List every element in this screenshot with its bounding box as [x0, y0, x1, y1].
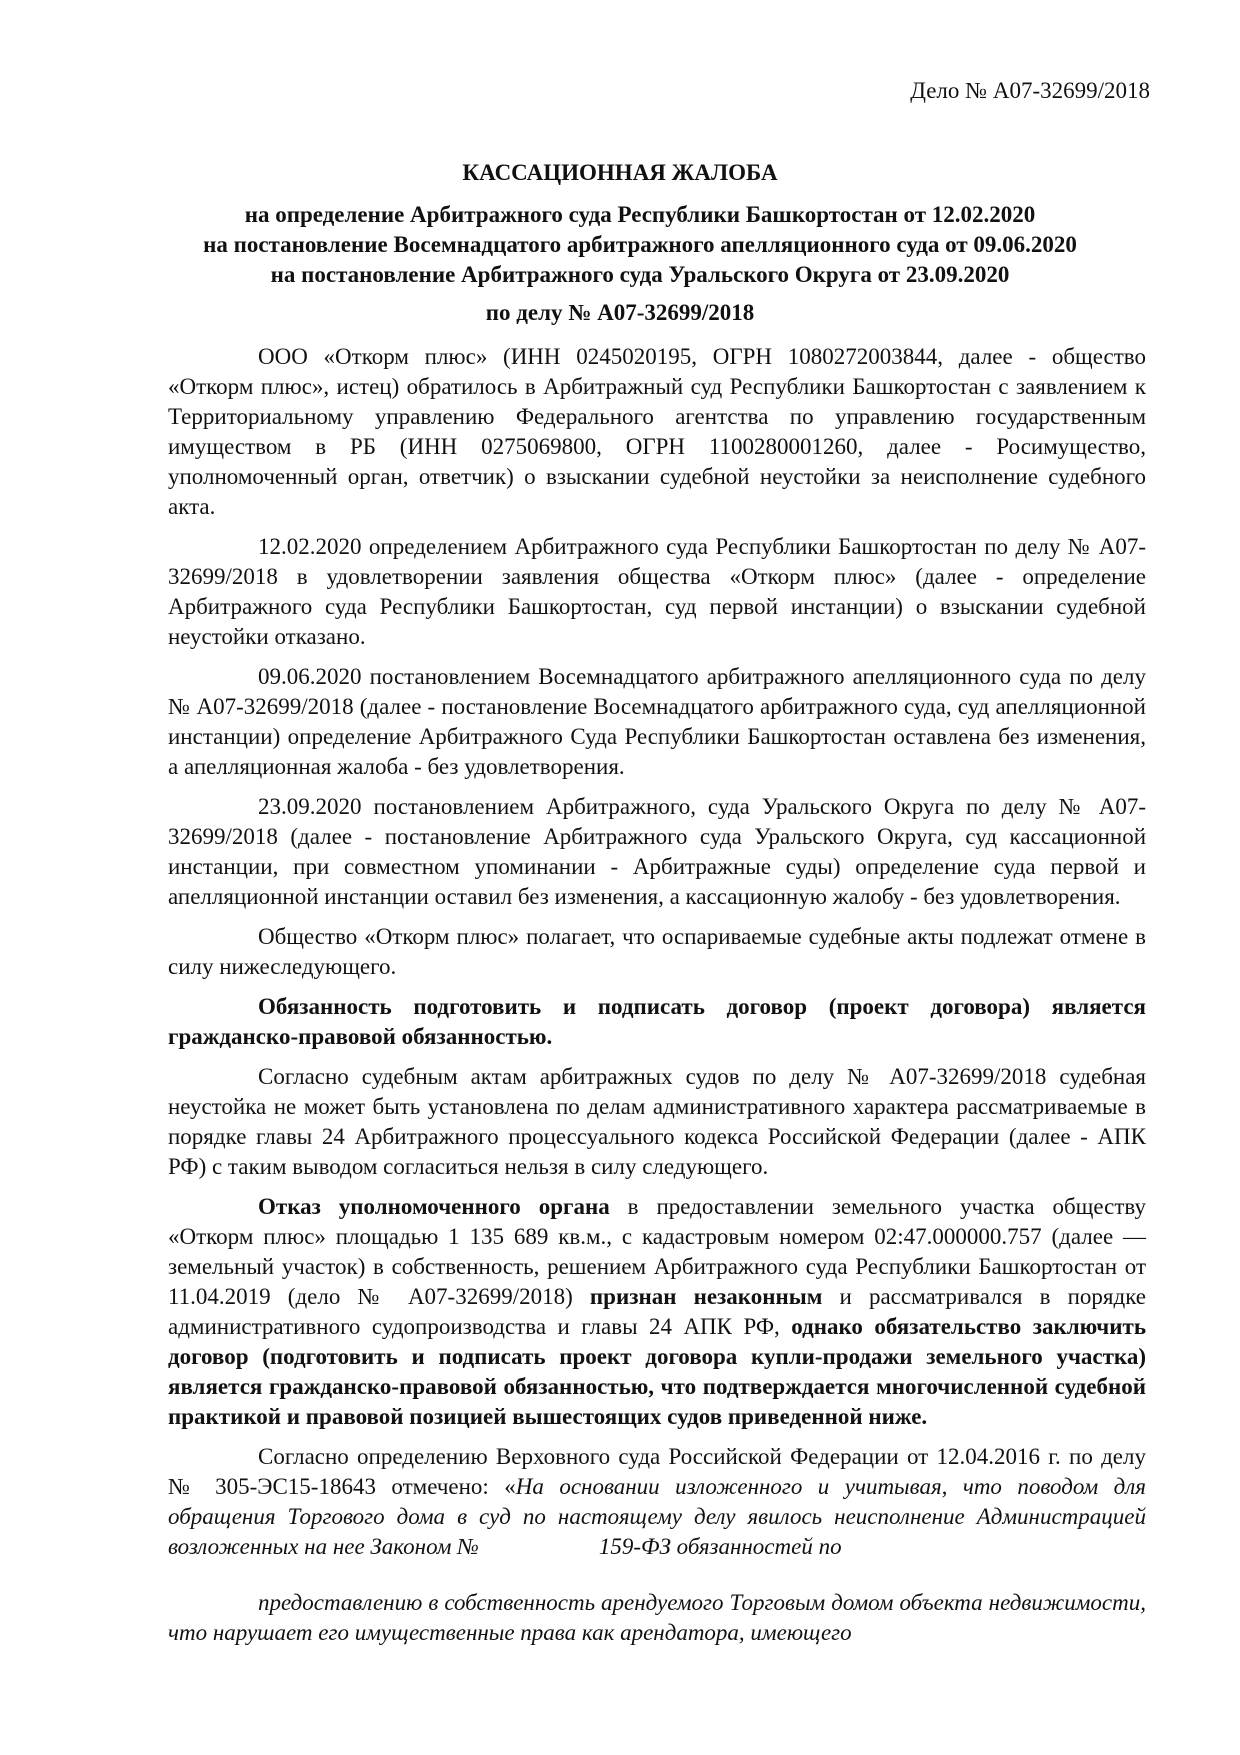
- appealed-act-1: на определение Арбитражного суда Республики Башкортостан от 12.02.2020: [244, 202, 1036, 227]
- bold-obligation: однако обязательство заключить договор (подготовить и подписать проект договора купли-продажи земельного участка) является гражданско-правовой обязанностью, что подтверждается многочисленной судебной практикой и правовой позицией вышестоящих судов приведенной ниже.: [168, 1314, 1146, 1429]
- case-subtitle: по делу № А07-32699/2018: [485, 300, 755, 325]
- paragraph-supreme-court: [168, 1442, 1146, 1562]
- section-heading: Обязанность подготовить и подписать договор (проект договора) является гражданско-правовой обязанностью.: [168, 994, 1146, 1049]
- paragraph-refusal: [168, 1192, 1146, 1432]
- appealed-acts: [0, 200, 1240, 290]
- document-body: [168, 342, 1146, 1658]
- paragraph-court-acts: Согласно судебным актам арбитражных судов по делу № А07-32699/2018 судебная неустойка не может быть установлена по делам административного характера рассматриваемые в порядке главы 24 Арбитражного процессуального кодекса Российской Федерации (далее - АПК РФ) с таким выводом согласиться нельзя в силу следующего.: [168, 1064, 1146, 1179]
- paragraph-appeal: 09.06.2020 постановлением Восемнадцатого арбитражного апелляционного суда по делу № А07-32699/2018 (далее - постановление Восемнадцатого арбитражного суда, суд апелляционной инстанции) определение Арбитражного Суда Республики Башкортостан оставлена без изменения, а апелляционная жалоба - без удовлетворения.: [168, 664, 1146, 779]
- text-refusal-2: и рассматривался в порядке административного судопроизводства и главы 24 АПК РФ,: [168, 1284, 1147, 1339]
- text-refusal-1: в предоставлении земельного участка обществу «Откорм плюс» площадью 1 135 689 кв.м., с кадастровым номером 02:47.000000.757 (далее — земельный участок) в собственность, решением Арбитражного суда Республики Башкортостан от 11.04.2019 (дело № А07-32699/2018): [168, 1194, 1147, 1309]
- paragraph-claim: ООО «Откорм плюс» (ИНН 0245020195, ОГРН 1080272003844, далее - общество «Откорм плюс», истец) обратилось в Арбитражный суд Республики Башкортостан с заявлением к Территориальному управлению Федерального агентства по управлению государственным имуществом в РБ (ИНН 0275069800, ОГРН 1100280001260, далее - Росимущество, уполномоченный орган, ответчик) о взыскании судебной неустойки за неисполнение судебного акта.: [168, 344, 1146, 519]
- text-supreme-court: Согласно определению Верховного суда Российской Федерации от 12.04.2016 г. по делу № 305-ЭС15-18643 отмечено: «: [168, 1444, 1146, 1499]
- quote-part-2: 159-ФЗ обязанностей по: [598, 1534, 842, 1559]
- paragraph-first-instance: 12.02.2020 определением Арбитражного суда Республики Башкортостан по делу № А07-32699/2018 в удовлетворении заявления общества «Откорм плюс» (далее - определение Арбитражного суда Республики Башкортостан, суд первой инстанции) о взыскании судебной неустойки отказано.: [168, 534, 1146, 649]
- quote-part-1: На основании изложенного и учитывая, что поводом для обращения Торгового дома в суд по настоящему делу явилось неисполнение Администрацией возложенных на нее Законом №: [168, 1474, 1146, 1559]
- appealed-act-2: на постановление Восемнадцатого арбитражного апелляционного суда от 09.06.2020: [203, 232, 1077, 257]
- document-title: КАССАЦИОННАЯ ЖАЛОБА: [462, 160, 778, 185]
- case-number: Дело № А07-32699/2018: [910, 78, 1150, 103]
- paragraph-cassation: 23.09.2020 постановлением Арбитражного, суда Уральского Округа по делу № А07- 32699/2018 (далее - постановление Арбитражного суда Уральского Округа, суд кассационной инстанции, при совместном упоминании - Арбитражные суды) определение суда первой и апелляционной инстанции оставил без изменения, а кассационную жалобу - без удовлетворения.: [168, 794, 1146, 909]
- paragraph-position: Общество «Откорм плюс» полагает, что оспариваемые судебные акты подлежат отмене в силу нижеследующего.: [168, 924, 1146, 979]
- appealed-act-3: на постановление Арбитражного суда Уральского Округа от 23.09.2020: [270, 262, 1010, 287]
- bold-unlawful: признан незаконным: [589, 1284, 823, 1309]
- quote-continuation: предоставлению в собственность арендуемого Торговым домом объекта недвижимости, что нарушает его имущественные права как арендатора, имеющего: [168, 1590, 1146, 1645]
- bold-refusal: Отказ уполномоченного органа: [258, 1194, 610, 1219]
